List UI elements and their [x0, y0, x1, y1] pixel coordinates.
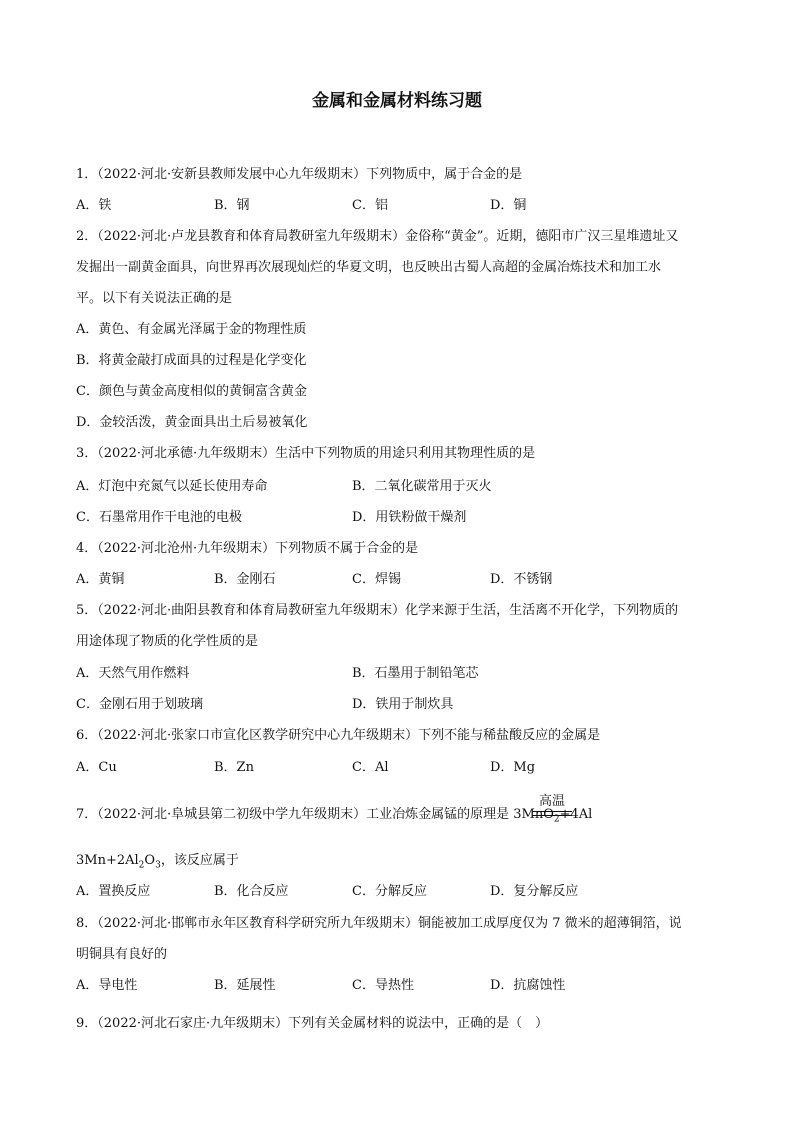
q5-option-c: C．金刚石用于划玻璃 [76, 697, 203, 712]
q6-option-c: C．Al [352, 760, 389, 775]
q7-option-d: D．复分解反应 [490, 884, 579, 899]
q4-option-c: C．焊锡 [352, 572, 401, 587]
question-5-line-1: 5．（2022·河北·曲阳县教育和体育局教研室九年级期末）化学来源于生活，生活离不开化学，下列物质的 [76, 603, 679, 618]
reaction-equals-sign [532, 811, 572, 816]
question-2-line-2: 发掘出一副黄金面具，向世界再次展现灿烂的华夏文明，也反映出古蜀人高超的金属冶炼技术和加工水 [76, 260, 662, 275]
question-1-stem: 1．（2022·河北·安新县教师发展中心九年级期末）下列物质中，属于合金的是 [76, 167, 523, 182]
question-8-line-1: 8．（2022·河北·邯郸市永年区教育科学研究所九年级期末）铜能被加工成厚度仅为 7 微米的超薄铜箔，说 [76, 916, 682, 931]
q7-option-b: B．化合反应 [214, 884, 289, 899]
q7-option-a: A．置换反应 [76, 884, 151, 899]
q3-option-c: C．石墨常用作干电池的电极 [76, 510, 242, 525]
q1-option-b: B．钢 [214, 198, 250, 213]
question-7-stem: 7．（2022·河北·阜城县第二初级中学九年级期末）工业冶炼金属锰的原理是 3MnO$_2$+4Al [76, 807, 593, 825]
q6-option-b: B．Zn [214, 760, 254, 775]
q7-option-c: C．分解反应 [352, 884, 427, 899]
q1-option-d: D．铜 [490, 198, 527, 213]
q2-option-a: A．黄色、有金属光泽属于金的物理性质 [76, 322, 307, 337]
q1-option-c: C．铝 [352, 198, 388, 213]
q2-option-b: B．将黄金敲打成面具的过程是化学变化 [76, 353, 307, 368]
question-8-line-2: 明铜具有良好的 [76, 947, 168, 962]
question-5-line-2: 用途体现了物质的化学性质的是 [76, 634, 259, 649]
q2-option-d: D．金较活泼，黄金面具出土后易被氧化 [76, 415, 308, 430]
question-3-stem: 3．（2022·河北承德·九年级期末）生活中下列物质的用途只利用其物理性质的是 [76, 446, 536, 461]
q5-option-d: D．铁用于制炊具 [352, 697, 454, 712]
question-4-stem: 4．（2022·河北沧州·九年级期末）下列物质不属于合金的是 [76, 541, 419, 556]
question-6-stem: 6．（2022·河北·张家口市宣化区教学研究中心九年级期末）下列不能与稀盐酸反应的金属是 [76, 728, 601, 743]
q6-option-d: D．Mg [490, 760, 536, 775]
question-2-line-3: 平。以下有关说法正确的是 [76, 291, 233, 306]
q6-option-a: A．Cu [76, 760, 117, 775]
q8-option-c: C．导热性 [352, 978, 414, 993]
question-9-stem: 9．（2022·河北石家庄·九年级期末）下列有关金属材料的说法中，正确的是（ ） [76, 1016, 549, 1031]
q8-option-d: D．抗腐蚀性 [490, 978, 566, 993]
q3-option-a: A．灯泡中充氮气以延长使用寿命 [76, 479, 268, 494]
reaction-condition: 高温 [538, 794, 565, 809]
q8-option-a: A．导电性 [76, 978, 138, 993]
q4-option-b: B．金刚石 [214, 572, 276, 587]
q4-option-d: D．不锈钢 [490, 572, 553, 587]
q4-option-a: A．黄铜 [76, 572, 125, 587]
page-title: 金属和金属材料练习题 [312, 91, 482, 111]
q8-option-b: B．延展性 [214, 978, 276, 993]
q3-option-d: D．用铁粉做干燥剂 [352, 510, 467, 525]
q2-option-c: C．颜色与黄金高度相似的黄铜富含黄金 [76, 384, 307, 399]
q3-option-b: B．二氧化碳常用于灭火 [352, 479, 492, 494]
q1-option-a: A．铁 [76, 198, 112, 213]
q5-option-a: A．天然气用作燃料 [76, 666, 190, 681]
question-2-line-1: 2．（2022·河北·卢龙县教育和体育局教研室九年级期末）金俗称“黄金”。近期，德阳市广汉三星堆遗址又 [76, 229, 679, 244]
question-7-line-2: $3Mn+2Al_2O_3$，该反应属于 [76, 853, 239, 871]
q5-option-b: B．石墨用于制铅笔芯 [352, 666, 479, 681]
